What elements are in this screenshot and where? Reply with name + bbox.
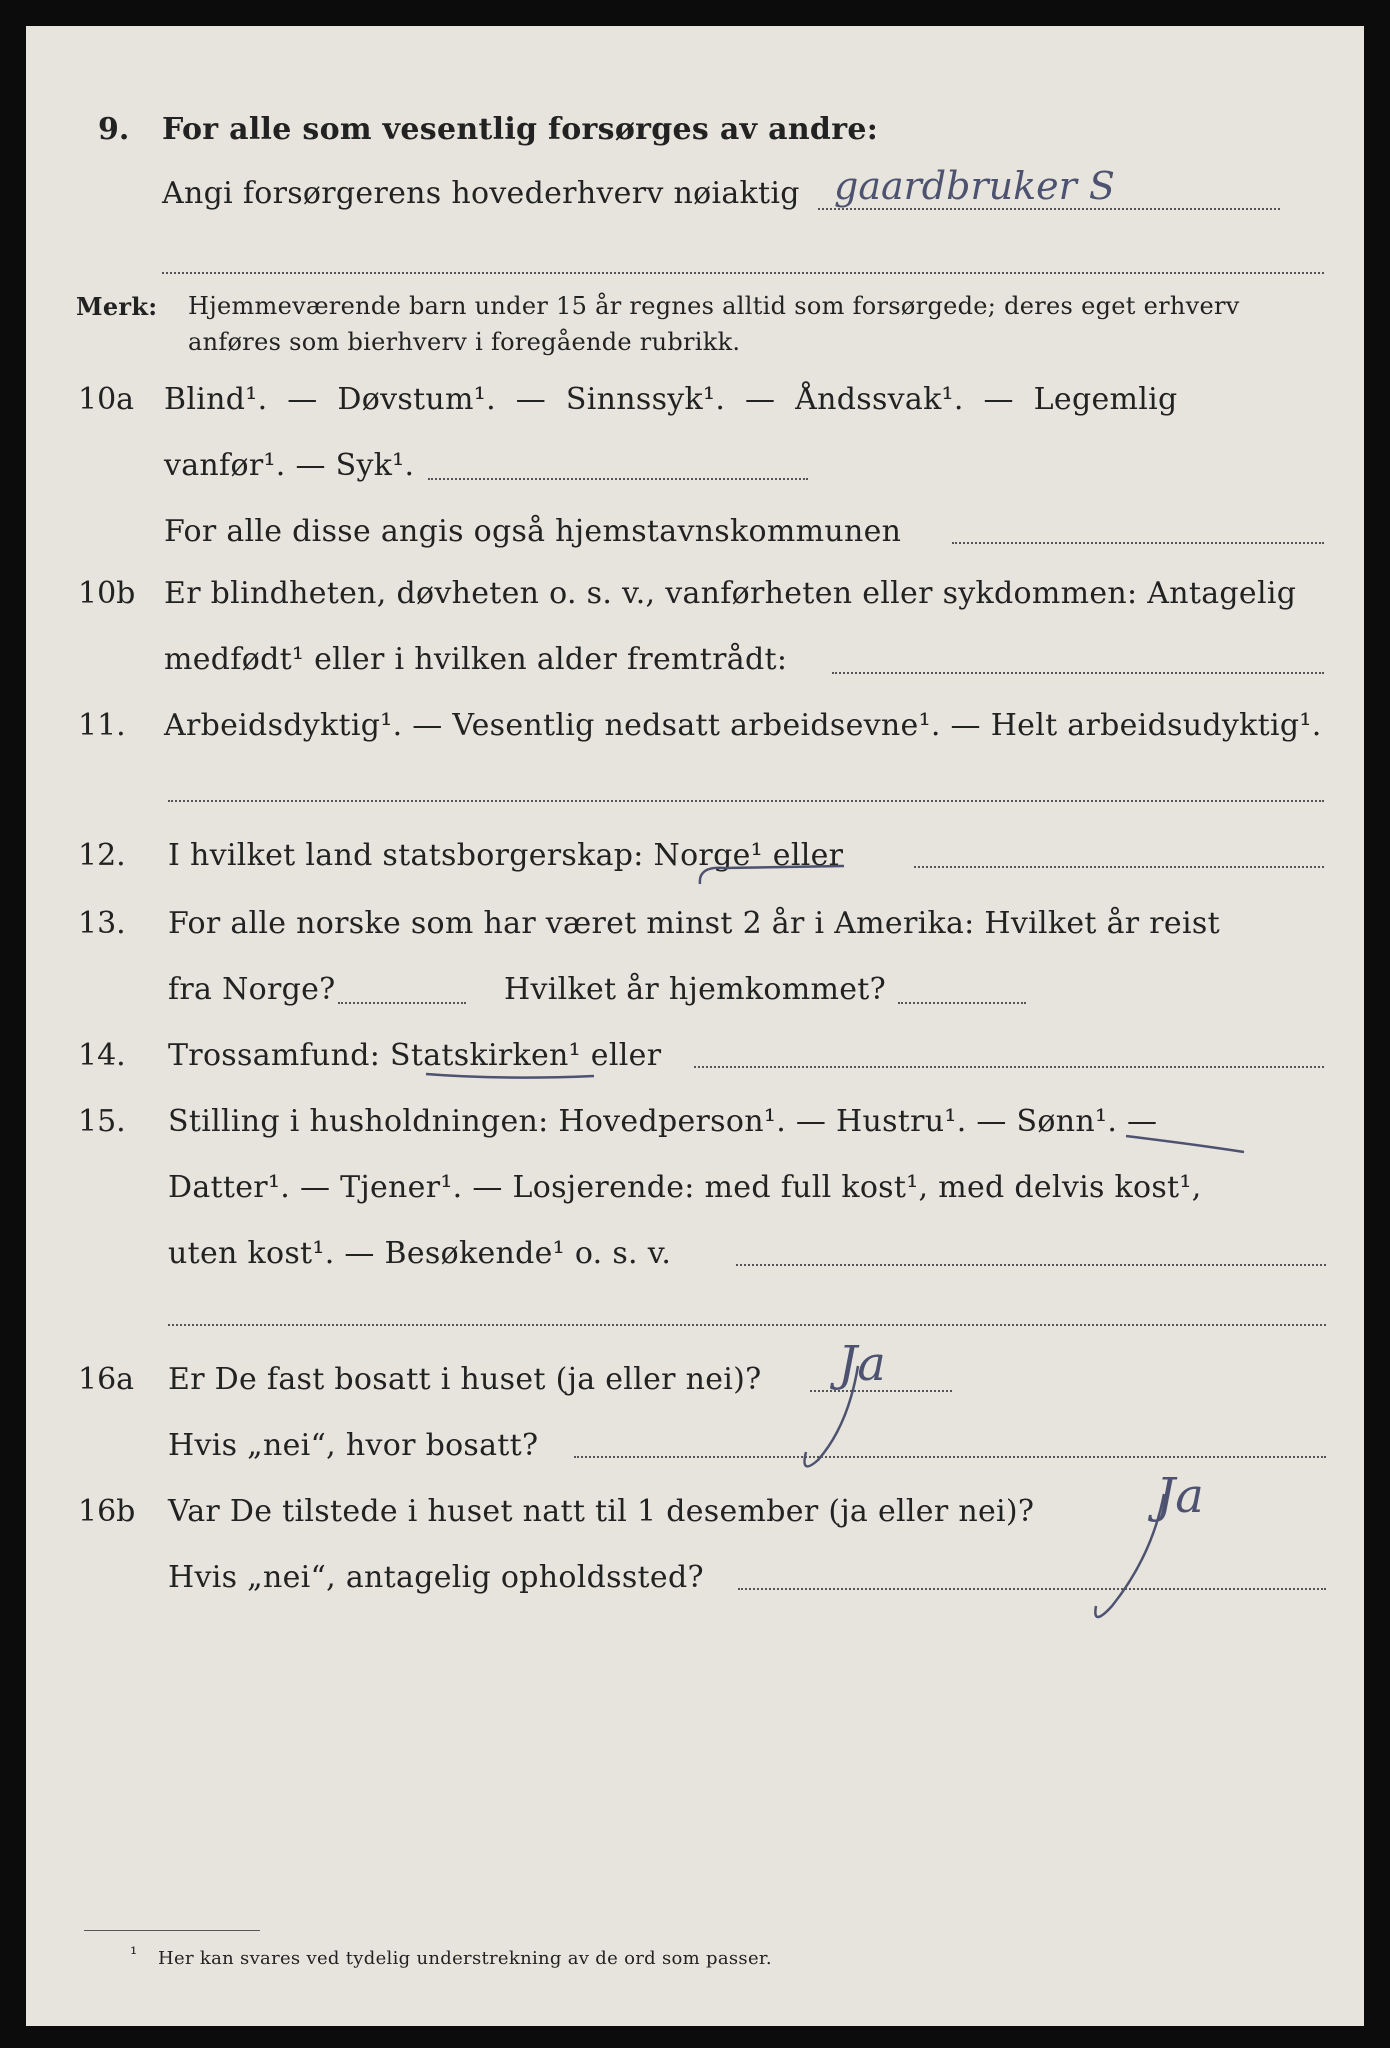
q9-handwritten-answer: gaardbruker S (834, 164, 1115, 208)
q16b-handwritten-answer: Ja (1156, 1468, 1204, 1524)
q13-hjemkommet-line[interactable] (898, 1002, 1026, 1004)
q16a-bosatt-line[interactable] (574, 1456, 1326, 1458)
q15-line-2: Datter¹. — Tjener¹. — Losjerende: med full kost¹, med delvis kost¹, (168, 1170, 1202, 1205)
q16a-number: 16a (78, 1362, 135, 1397)
q14-statskirken-underline (422, 1068, 602, 1088)
q10b-number: 10b (78, 576, 136, 611)
q15-sonn-underline (1122, 1130, 1252, 1160)
q10a-number: 10a (78, 382, 135, 417)
q12-line-1: I hvilket land statsborgerskap: Norge¹ eller (168, 838, 844, 873)
q16b-line-2: Hvis „nei“, antagelig opholdssted? (168, 1560, 704, 1595)
q10b-line-2: medfødt¹ eller i hvilken alder fremtrådt: (164, 642, 788, 677)
q12-norge-underline (694, 862, 854, 892)
q14-answer-line[interactable] (694, 1066, 1324, 1068)
q13-reist-line[interactable] (338, 1002, 466, 1004)
q14-line-1: Trossamfund: Statskirken¹ eller (168, 1038, 662, 1073)
q11-line-1: Arbeidsdyktig¹. — Vesentlig nedsatt arbeidsevne¹. — Helt arbeidsudyktig¹. (164, 708, 1322, 743)
q10a-syk-line[interactable] (428, 478, 808, 480)
q15-extra-line[interactable] (168, 1324, 1326, 1326)
footnote-text: Her kan svares ved tydelig understrekning av de ord som passer. (158, 1948, 772, 1969)
census-form-page (26, 26, 1364, 2026)
merk-label: Merk: (76, 292, 158, 321)
q16a-handwritten-stroke (778, 1356, 868, 1476)
q13-line-2b: Hvilket år hjemkommet? (504, 972, 887, 1007)
q14-number: 14. (78, 1038, 126, 1073)
merk-line-2: anføres som bierhverv i foregående rubrikk. (188, 328, 741, 356)
q16b-number: 16b (78, 1494, 136, 1529)
q12-answer-line[interactable] (914, 866, 1324, 868)
q9-title: For alle som vesentlig forsørges av andre: (162, 112, 879, 147)
q15-line-1: Stilling i husholdningen: Hovedperson¹. — Hustru¹. — Sønn¹. — (168, 1104, 1158, 1139)
q16b-handwritten-stroke (1056, 1486, 1176, 1636)
q10b-line-1: Er blindheten, døvheten o. s. v., vanførheten eller sykdommen: Antagelig (164, 576, 1297, 611)
q15-answer-line[interactable] (736, 1264, 1326, 1266)
q15-number: 15. (78, 1104, 126, 1139)
q13-number: 13. (78, 906, 126, 941)
q10a-line-1: Blind¹. — Døvstum¹. — Sinnssyk¹. — Åndssvak¹. — Legemlig (164, 382, 1178, 417)
q16a-line-2: Hvis „nei“, hvor bosatt? (168, 1428, 539, 1463)
footnote-mark: ¹ (130, 1944, 138, 1965)
q11-answer-line[interactable] (168, 800, 1324, 802)
q13-line-1: For alle norske som har været minst 2 år i Amerika: Hvilket år reist (168, 906, 1220, 941)
q9-prompt: Angi forsørgerens hovederhverv nøiaktig (162, 176, 800, 211)
merk-line-1: Hjemmeværende barn under 15 år regnes alltid som forsørgede; deres eget erhverv (188, 292, 1240, 320)
q11-number: 11. (78, 708, 126, 743)
q16b-opholdssted-line[interactable] (738, 1588, 1326, 1590)
q16a-line-1: Er De fast bosatt i huset (ja eller nei)? (168, 1362, 762, 1397)
q10b-answer-line[interactable] (832, 672, 1324, 674)
q10a-line-3: For alle disse angis også hjemstavnskommunen (164, 514, 902, 549)
q9-number: 9. (98, 112, 130, 147)
q10a-line-2: vanfør¹. — Syk¹. (164, 448, 415, 483)
footnote-rule (84, 1930, 260, 1931)
q12-number: 12. (78, 838, 126, 873)
separator-line (162, 272, 1324, 274)
q9-answer-line[interactable] (818, 208, 1280, 210)
q16b-line-1: Var De tilstede i huset natt til 1 desember (ja eller nei)? (168, 1494, 1035, 1529)
q15-line-3: uten kost¹. — Besøkende¹ o. s. v. (168, 1236, 672, 1271)
q13-line-2a: fra Norge? (168, 972, 336, 1007)
q16a-handwritten-answer: Ja (838, 1336, 886, 1392)
q10a-hjemstavn-line[interactable] (952, 542, 1324, 544)
